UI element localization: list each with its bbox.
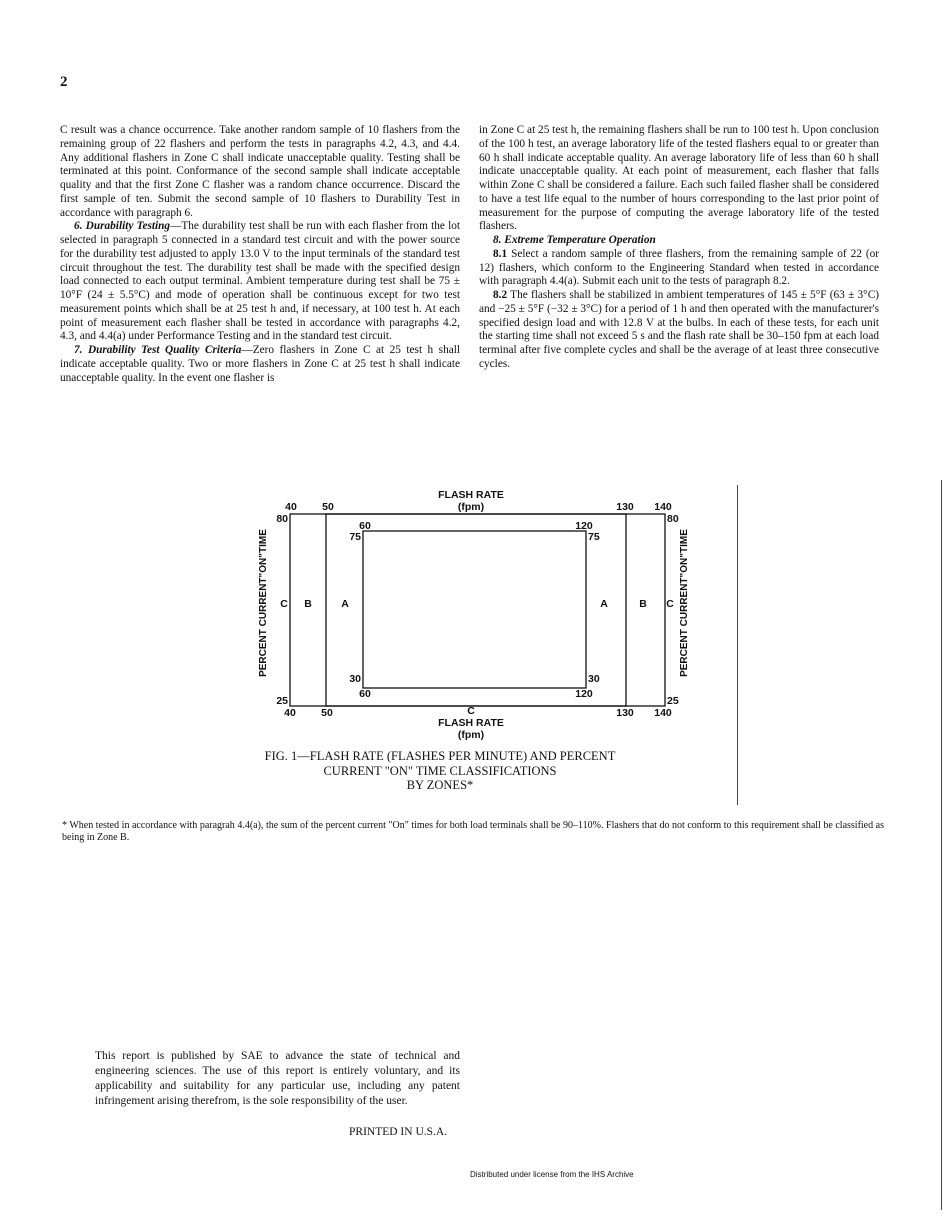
printed-in: PRINTED IN U.S.A.	[349, 1126, 448, 1138]
section-heading: 6. Durability Testing	[74, 220, 171, 233]
zone-diagram	[250, 485, 700, 745]
scan-edge-mark	[737, 485, 738, 805]
y-25-right: 25	[667, 695, 679, 707]
zone-c-boundary	[290, 514, 665, 706]
bottom-zone-label: C	[467, 705, 475, 717]
y-75-right: 75	[588, 531, 600, 543]
section-heading: 8. Extreme Temperature Operation	[493, 234, 656, 246]
tick-50-bottom: 50	[321, 707, 333, 719]
footnote: * When tested in accordance with paragrah 4.4(a), the sum of the percent current "On" times for both load terminals shall be 90–110%. Flashers that do not conform to this requirement shall be classified as being in Zone B.	[62, 820, 884, 843]
section-heading: 7. Durability Test Quality Criteria	[74, 344, 242, 356]
y-75-left: 75	[349, 531, 361, 543]
license-line: Distributed under license from the IHS Archive	[470, 1170, 634, 1179]
right-axis-title: PERCENT CURRENT"ON"TIME	[679, 529, 690, 677]
zone-label: A	[341, 598, 349, 610]
paragraph-durability-testing	[60, 220, 460, 344]
bottom-axis-unit: (fpm)	[457, 729, 485, 741]
tick-120-bottom: 120	[575, 688, 593, 700]
tick-140-top: 140	[654, 501, 672, 513]
zone-label: B	[639, 598, 647, 610]
zone-b-boundary	[326, 514, 626, 706]
tick-130-top: 130	[616, 501, 634, 513]
top-axis-title: FLASH RATE	[438, 489, 504, 501]
paragraph-body: The flashers shall be stabilized in ambient temperatures of 145 ± 5°F (63 ± 3°C) and −25 ± 5°F (−32 ± 3°C) for a period of 1 h and then operated with the manufacturer's specified design load and with 12.8 V at the bulbs. In each of these tests, for each unit the starting time shall not exceed 5 s and the flash rate shall be 30–150 fpm at each load terminal after five complete cycles and shall be the average of at least three consecutive cycles.	[479, 289, 879, 370]
tick-60-top: 60	[359, 520, 371, 532]
right-column	[479, 124, 879, 372]
paragraph-number: 8.1	[493, 247, 508, 260]
scan-edge-mark	[941, 480, 942, 1210]
tick-40-bottom: 40	[284, 707, 296, 719]
paragraph-8-1	[479, 248, 879, 289]
paragraph-durability-criteria	[60, 344, 460, 385]
zone-label: C	[666, 598, 674, 610]
paragraph: in Zone C at 25 test h, the remaining flashers shall be run to 100 test h. Upon conclusion of the 100 h test, an average laboratory life of the tested flashers equal to or greater than 60 h shall indicate acceptable quality. An average laboratory life of less than 60 h shall indicate unacceptable quality. At each point of measurement, each flasher that falls within Zone C shall be considered a failure. Each such failed flasher shall be considered to have a test life equal to the number of hours corresponding to the last prior point of measurement for the purpose of computing the average laboratory life of the tested flashers.	[479, 124, 879, 233]
section-heading-extreme-temperature	[479, 234, 879, 248]
paragraph-number: 8.2	[493, 289, 508, 301]
tick-60-bottom: 60	[359, 688, 371, 700]
caption-line: BY ZONES*	[406, 778, 474, 792]
zone-label: C	[280, 598, 288, 610]
zone-figure	[250, 485, 700, 745]
y-30-right: 30	[588, 673, 600, 685]
section-body: —Zero flashers in Zone C at 25 test h shall indicate acceptable quality. Two or more flashers in Zone C at 25 test h shall indicate unacceptable quality. In the event one flasher is	[60, 344, 461, 384]
zone-a-boundary	[363, 531, 586, 688]
tick-50-top: 50	[322, 501, 334, 513]
y-25-left: 25	[276, 695, 288, 707]
tick-40-top: 40	[285, 501, 297, 513]
y-80-right: 80	[667, 513, 679, 525]
left-axis-title: PERCENT CURRENT"ON"TIME	[258, 529, 269, 677]
caption-line: CURRENT "ON" TIME CLASSIFICATIONS	[323, 763, 557, 778]
y-80-left: 80	[276, 513, 288, 525]
caption-line: FIG. 1—FLASH RATE (FLASHES PER MINUTE) AND PERCENT	[264, 749, 616, 763]
tick-120-top: 120	[575, 520, 593, 532]
tick-140-bottom: 140	[654, 707, 672, 719]
paragraph-body: Select a random sample of three flashers, from the remaining sample of 22 (or 12) flashers, which conform to the Engineering Standard when tested in accordance with paragraph 4.4(a). Submit each unit to the tests of paragraph 8.2.	[479, 247, 879, 288]
zone-label: A	[600, 598, 608, 610]
section-body: —The durability test shall be run with each flasher from the lot selected in paragraph 5 connected in a standard test circuit and with the power source for the durability test adjusted to apply 13.0 V to the input terminals of the standard test circuit throughout the test. The durability test shall be made with the specified design load connected to each output terminal. Ambient temperature during test shall be 75 ± 10°F (24 ± 5.5°C) and mode of operation shall be continuous except for two test measurement points which shall be at 25 test h and, if necessary, at 100 test h. At each point of measurement each flasher shall be tested in accordance with paragraphs 4.2, 4.3, and 4.4(a) under Performance Testing and in the standard test circuit.	[60, 220, 460, 343]
paragraph-8-2	[479, 289, 879, 372]
bottom-axis-title: FLASH RATE	[438, 717, 504, 729]
tick-130-bottom: 130	[616, 707, 634, 719]
paragraph: C result was a chance occurrence. Take another random sample of 10 flashers from the remaining group of 22 flashers and perform the tests in paragraphs 4.2, 4.3, and 4.4. Any additional flashers in Zone C shall indicate unacceptable quality. Testing shall be terminated at this point. Conformance of the second sample shall indicate acceptable quality and that the first Zone C flasher was a random chance occurrence. Discard the first sample of ten. Submit the second sample of 10 flashers to Durability Test in accordance with paragraph 6.	[60, 124, 460, 219]
sae-notice: This report is published by SAE to advance the state of technical and engineering sciences. The use of this report is entirely voluntary, and its applicability and suitability for any particular use, including any patent infringement arising therefrom, is the sole responsibility of the user.	[95, 1050, 460, 1107]
y-30-left: 30	[349, 673, 361, 685]
figure-caption	[240, 749, 640, 793]
left-column	[60, 124, 460, 385]
top-axis-unit: (fpm)	[457, 501, 485, 513]
page-number: 2	[60, 74, 68, 90]
zone-label: B	[304, 598, 312, 610]
